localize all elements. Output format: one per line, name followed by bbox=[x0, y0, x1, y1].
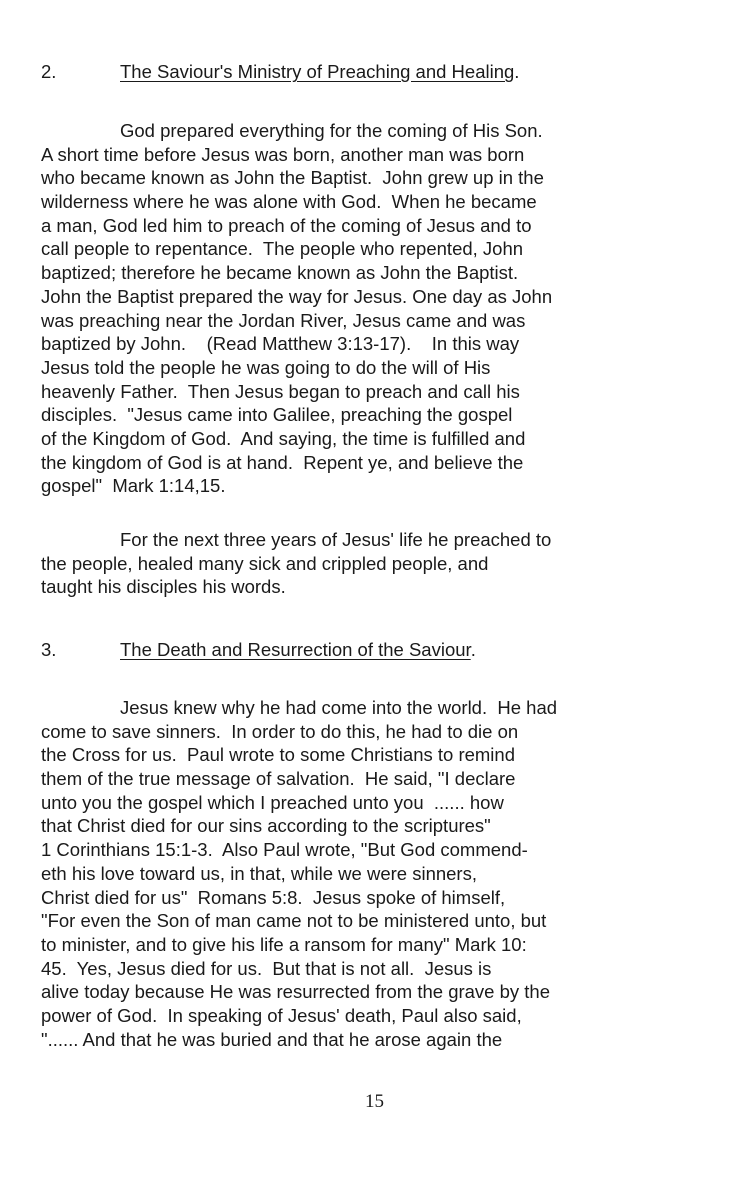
text-line: For the next three years of Jesus' life he preached to bbox=[120, 529, 552, 550]
text-line: that Christ died for our sins according to the scriptures" bbox=[41, 815, 491, 837]
text-line: "For even the Son of man came not to be ministered unto, but bbox=[41, 910, 547, 932]
text-line: baptized by John. (Read Matthew 3:13-17). In this way bbox=[41, 333, 520, 355]
text-line: disciples. "Jesus came into Galilee, preaching the gospel bbox=[41, 404, 513, 426]
section-2-paragraph-2 bbox=[41, 528, 551, 599]
text-line: the kingdom of God is at hand. Repent ye, and believe the bbox=[41, 451, 524, 473]
section-3-paragraph-1 bbox=[41, 696, 557, 1051]
section-title: The Saviour's Ministry of Preaching and Healing bbox=[120, 61, 515, 82]
section-3-heading: 3. The Death and Resurrection of the Saviour. bbox=[41, 639, 476, 660]
text-line: power of God. In speaking of Jesus' death, Paul also said, bbox=[41, 1004, 522, 1026]
text-line: was preaching near the Jordan River, Jesus came and was bbox=[41, 309, 526, 331]
text-line: Jesus told the people he was going to do the will of His bbox=[41, 356, 491, 378]
section-2-paragraph-1 bbox=[41, 119, 552, 498]
text-line: come to save sinners. In order to do this, he had to die on bbox=[41, 720, 519, 742]
section-2-heading: 2. The Saviour's Ministry of Preaching and Healing. bbox=[41, 61, 520, 82]
text-line: 1 Corinthians 15:1-3. Also Paul wrote, "But God commend- bbox=[41, 839, 528, 861]
text-line: the Cross for us. Paul wrote to some Christians to remind bbox=[41, 744, 515, 766]
text-line: A short time before Jesus was born, another man was born bbox=[41, 143, 525, 165]
text-line: God prepared everything for the coming of His Son. bbox=[120, 120, 543, 141]
section-title: The Death and Resurrection of the Saviour bbox=[120, 639, 471, 660]
text-line: eth his love toward us, in that, while we were sinners, bbox=[41, 862, 477, 884]
text-line: them of the true message of salvation. He said, "I declare bbox=[41, 768, 516, 790]
text-line: unto you the gospel which I preached unto you ...... how bbox=[41, 791, 504, 813]
text-line: baptized; therefore he became known as John the Baptist. bbox=[41, 262, 519, 284]
text-line: heavenly Father. Then Jesus began to preach and call his bbox=[41, 380, 520, 402]
text-line: a man, God led him to preach of the coming of Jesus and to bbox=[41, 214, 532, 236]
section-number: 3. bbox=[41, 639, 57, 660]
text-line: alive today because He was resurrected from the grave by the bbox=[41, 981, 551, 1003]
text-line: of the Kingdom of God. And saying, the time is fulfilled and bbox=[41, 427, 526, 449]
text-line: who became known as John the Baptist. John grew up in the bbox=[41, 167, 544, 189]
page-number: 15 bbox=[365, 1091, 384, 1112]
text-line: "...... And that he was buried and that he arose again the bbox=[41, 1028, 503, 1050]
text-line: wilderness where he was alone with God. When he became bbox=[41, 191, 537, 213]
text-line: John the Baptist prepared the way for Jesus. One day as John bbox=[41, 285, 553, 307]
text-line: to minister, and to give his life a ransom for many" Mark 10: bbox=[41, 933, 527, 955]
text-line: gospel" Mark 1:14,15. bbox=[41, 475, 226, 497]
text-line: 45. Yes, Jesus died for us. But that is not all. Jesus is bbox=[41, 957, 492, 979]
section-number: 2. bbox=[41, 61, 57, 82]
text-line: Jesus knew why he had come into the world. He had bbox=[120, 697, 558, 718]
text-line: Christ died for us" Romans 5:8. Jesus spoke of himself, bbox=[41, 886, 506, 908]
text-line: the people, healed many sick and crippled people, and bbox=[41, 552, 489, 574]
text-line: taught his disciples his words. bbox=[41, 576, 286, 598]
text-line: call people to repentance. The people who repented, John bbox=[41, 238, 524, 260]
